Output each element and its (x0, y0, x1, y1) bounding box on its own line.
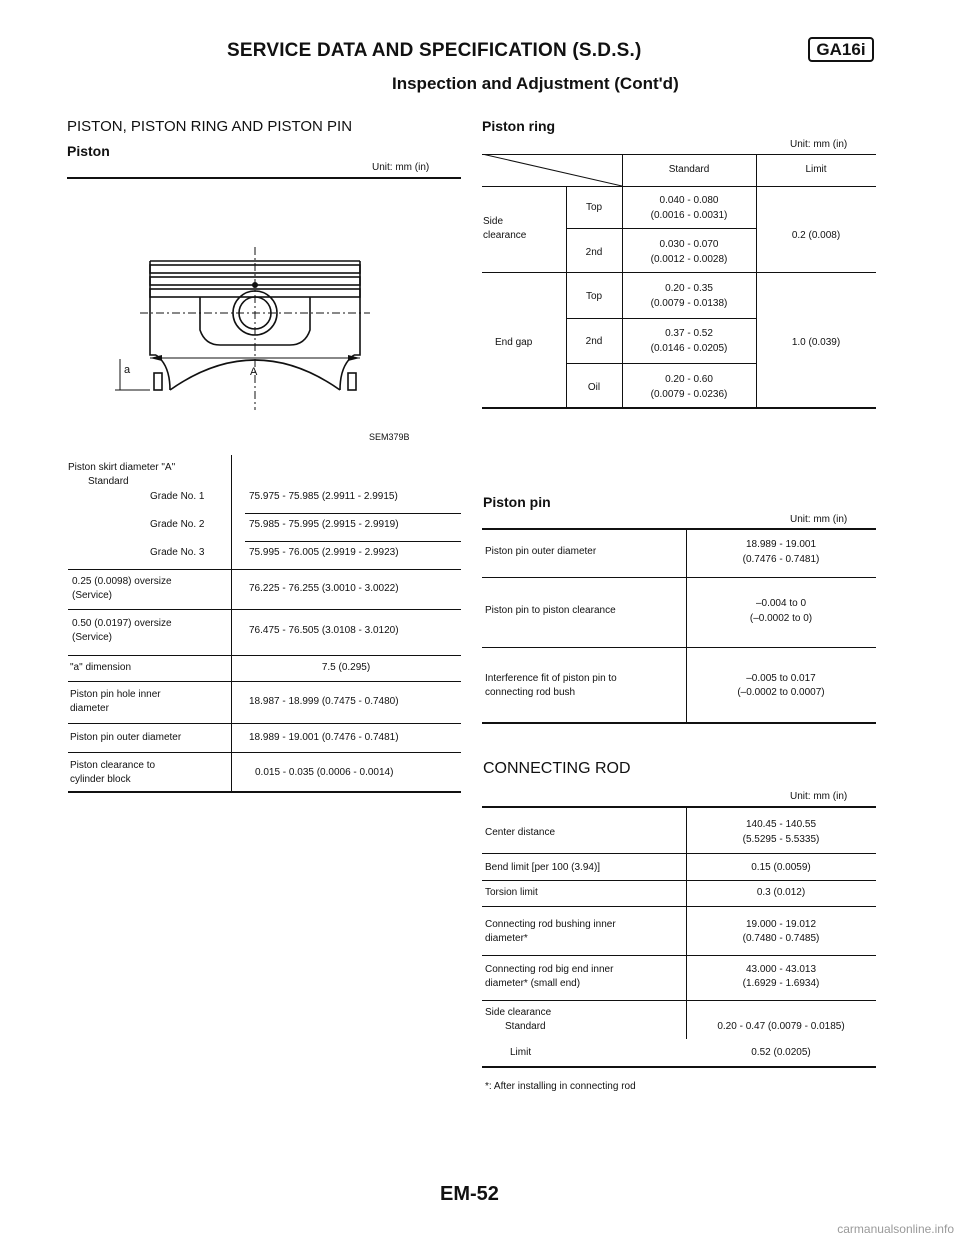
pin-outer-dia-v1: 18.989 - 19.001 (745, 539, 817, 550)
ring-head-limit: Limit (805, 164, 827, 175)
table-bottom-rule (482, 407, 876, 409)
table-bottom-rule (482, 722, 876, 724)
bushing-label2: diameter* (485, 933, 528, 944)
grade-2-value: 75.985 - 75.995 (2.9915 - 2.9919) (249, 519, 399, 530)
bushing-v2: (0.7480 - 0.7485) (742, 933, 820, 944)
interference-label: Interference fit of piston pin to (485, 673, 617, 684)
end-oil-v2: (0.0079 - 0.0236) (650, 389, 728, 400)
oversize-050-label: 0.50 (0.0197) oversize (72, 618, 172, 629)
oversize-025-label2: (Service) (72, 590, 113, 601)
skirt-diameter-label: Piston skirt diameter "A" (68, 462, 176, 473)
footnote: *: After installing in connecting rod (485, 1081, 636, 1092)
pin-outer-value: 18.989 - 19.001 (0.7476 - 0.7481) (249, 732, 399, 743)
end-top-pos: Top (585, 291, 603, 302)
pin-hole-label2: diameter (70, 703, 109, 714)
divider (482, 528, 876, 530)
row-rule (68, 655, 461, 656)
section-title-piston: PISTON, PISTON RING AND PISTON PIN (67, 118, 353, 135)
row-rule (482, 1000, 876, 1001)
row-rule (482, 577, 876, 578)
page-number: EM-52 (440, 1183, 499, 1205)
center-distance-v2: (5.5295 - 5.5335) (742, 834, 820, 845)
piston-unit: Unit: mm (in) (372, 162, 430, 173)
row-rule (482, 647, 876, 648)
pin-clearance-label: Piston pin to piston clearance (485, 605, 616, 616)
side-clearance-rod-label: Side clearance (485, 1007, 552, 1018)
row-rule (68, 723, 461, 724)
side-limit: 0.2 (0.008) (791, 230, 841, 241)
side-top-v2: (0.0016 - 0.0031) (650, 210, 728, 221)
table-bottom-rule (482, 1066, 876, 1068)
big-end-v1: 43.000 - 43.013 (745, 964, 817, 975)
row-rule (68, 752, 461, 753)
header-diagonal (482, 154, 622, 186)
pin-outer-dia-label: Piston pin outer diameter (485, 546, 597, 557)
row-rule (566, 318, 756, 319)
side-2nd-v2: (0.0012 - 0.0028) (650, 254, 728, 265)
table-bottom-rule (68, 791, 461, 793)
interference-v2: (–0.0002 to 0.0007) (737, 687, 825, 698)
grade-3-value: 75.995 - 76.005 (2.9919 - 2.9923) (249, 547, 399, 558)
row-rule (68, 681, 461, 682)
torsion-limit-value: 0.3 (0.012) (756, 887, 806, 898)
page-subtitle: Inspection and Adjustment (Cont'd) (392, 74, 679, 93)
clearance-label2: cylinder block (70, 774, 131, 785)
side-clearance-standard-label: Standard (505, 1021, 546, 1032)
pin-outer-label: Piston pin outer diameter (70, 732, 182, 743)
center-distance-v1: 140.45 - 140.55 (745, 819, 817, 830)
big-end-v2: (1.6929 - 1.6934) (742, 978, 820, 989)
divider (67, 177, 461, 179)
grade-1-label: Grade No. 1 (150, 491, 205, 502)
torsion-limit-label: Torsion limit (485, 887, 538, 898)
watermark: carmanualsonline.info (837, 1222, 954, 1236)
interference-label2: connecting rod bush (485, 687, 576, 698)
side-clearance-standard-value: 0.20 - 0.47 (0.0079 - 0.0185) (717, 1021, 845, 1032)
end-top-v1: 0.20 - 0.35 (665, 283, 713, 294)
row-rule (482, 906, 876, 907)
oversize-025-value: 76.225 - 76.255 (3.0010 - 3.0022) (249, 583, 399, 594)
row-rule (245, 513, 461, 514)
table-divider (231, 455, 232, 791)
page-header-title: SERVICE DATA AND SPECIFICATION (S.D.S.) (227, 40, 642, 61)
piston-ring-title: Piston ring (482, 118, 556, 134)
grade-3-label: Grade No. 3 (150, 547, 205, 558)
bend-limit-value: 0.15 (0.0059) (751, 862, 811, 873)
dimension-A-label: A (250, 366, 258, 378)
bend-limit-label: Bend limit [per 100 (3.94)] (485, 862, 601, 873)
a-dimension-value: 7.5 (0.295) (321, 662, 371, 673)
row-rule (482, 880, 876, 881)
row-rule (482, 853, 876, 854)
side-clearance-limit-label: Limit (510, 1047, 532, 1058)
piston-subtitle: Piston (67, 143, 110, 159)
ring-head-standard: Standard (668, 164, 710, 175)
piston-pin-title: Piston pin (483, 494, 551, 510)
end-limit: 1.0 (0.039) (791, 337, 841, 348)
interference-v1: –0.005 to 0.017 (746, 673, 816, 684)
figure-code: SEM379B (369, 432, 410, 442)
piston-figure (110, 245, 400, 415)
row-rule (245, 541, 461, 542)
row-rule (482, 955, 876, 956)
standard-label: Standard (88, 476, 129, 487)
row-rule (68, 569, 461, 570)
connecting-rod-title: CONNECTING ROD (483, 760, 631, 777)
big-end-label: Connecting rod big end inner (485, 964, 614, 975)
connecting-rod-unit: Unit: mm (in) (790, 791, 848, 802)
side-clearance-limit-value: 0.52 (0.0205) (751, 1047, 811, 1058)
center-distance-label: Center distance (485, 827, 556, 838)
side-clearance-label2: clearance (483, 230, 527, 241)
pin-hole-value: 18.987 - 18.999 (0.7475 - 0.7480) (249, 696, 399, 707)
row-rule (566, 228, 756, 229)
side-top-v1: 0.040 - 0.080 (659, 195, 719, 206)
row-rule (482, 272, 876, 273)
pin-outer-dia-v2: (0.7476 - 0.7481) (742, 554, 820, 565)
pin-clearance-v1: –0.004 to 0 (755, 598, 807, 609)
dimension-a-label: a (124, 364, 131, 376)
grade-1-value: 75.975 - 75.985 (2.9911 - 2.9915) (249, 491, 398, 502)
end-2nd-v1: 0.37 - 0.52 (665, 328, 713, 339)
pin-clearance-v2: (–0.0002 to 0) (749, 613, 813, 624)
piston-ring-unit: Unit: mm (in) (790, 139, 848, 150)
end-oil-v1: 0.20 - 0.60 (665, 374, 713, 385)
end-oil-pos: Oil (587, 382, 601, 393)
clearance-label: Piston clearance to (70, 760, 156, 771)
row-rule (566, 363, 756, 364)
side-2nd-v1: 0.030 - 0.070 (659, 239, 719, 250)
end-2nd-v2: (0.0146 - 0.0205) (650, 343, 728, 354)
bushing-label: Connecting rod bushing inner (485, 919, 616, 930)
oversize-025-label: 0.25 (0.0098) oversize (72, 576, 172, 587)
big-end-label2: diameter* (small end) (485, 978, 581, 989)
bushing-v1: 19.000 - 19.012 (745, 919, 817, 930)
divider (482, 806, 876, 808)
end-top-v2: (0.0079 - 0.0138) (650, 298, 728, 309)
oversize-050-label2: (Service) (72, 632, 113, 643)
end-2nd-pos: 2nd (585, 336, 603, 347)
row-rule (68, 609, 461, 610)
end-gap-label: End gap (495, 337, 533, 348)
row-rule (482, 186, 876, 187)
piston-pin-unit: Unit: mm (in) (790, 514, 848, 525)
engine-code-badge: GA16i (808, 37, 874, 62)
side-clearance-label: Side (483, 216, 504, 227)
oversize-050-value: 76.475 - 76.505 (3.0108 - 3.0120) (249, 625, 399, 636)
col-divider (756, 154, 757, 409)
side-top-pos: Top (585, 202, 603, 213)
a-dimension-label: "a" dimension (70, 662, 132, 673)
side-2nd-pos: 2nd (585, 247, 603, 258)
clearance-value: 0.015 - 0.035 (0.0006 - 0.0014) (255, 767, 394, 778)
grade-2-label: Grade No. 2 (150, 519, 205, 530)
pin-hole-label: Piston pin hole inner (70, 689, 161, 700)
